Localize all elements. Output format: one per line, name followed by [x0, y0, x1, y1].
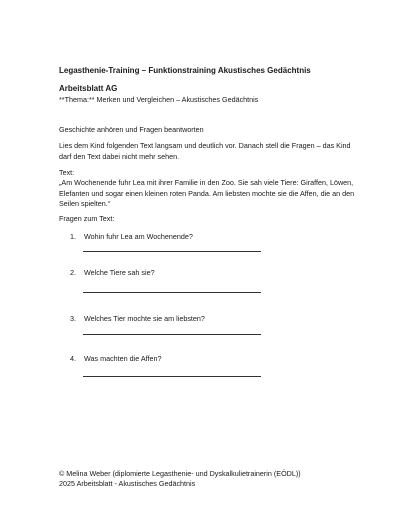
sheet-label: Arbeitsblatt AG [59, 84, 118, 93]
question-number: 3. [70, 314, 76, 323]
question-number: 1. [70, 232, 76, 241]
question-text: Welches Tier mochte sie am liebsten? [84, 314, 205, 323]
question-number: 4. [70, 354, 76, 363]
question-text: Wohin fuhr Lea am Wochenende? [84, 232, 193, 241]
question-item [70, 314, 205, 323]
question-item [70, 354, 162, 363]
worksheet-page [59, 0, 359, 518]
document-title: Legasthenie-Training – Funktionstraining Akustisches Gedächtnis [59, 66, 311, 75]
question-number: 2. [70, 268, 76, 277]
answer-line [83, 334, 261, 335]
footer [59, 469, 301, 489]
question-text: Was machten die Affen? [84, 354, 162, 363]
thema-line: **Thema:** Merken und Vergleichen – Akustisches Gedächtnis [59, 95, 259, 104]
question-text: Welche Tiere sah sie? [84, 268, 155, 277]
question-item [70, 232, 193, 241]
answer-line [83, 292, 261, 293]
question-item [70, 268, 155, 277]
story-text: „Am Wochenende fuhr Lea mit ihrer Familie in den Zoo. Sie sah viele Tiere: Giraffen, Löwen, Elefanten und sogar einen kleinen roten Panda. Am liebsten mochte sie die Affen, die an den Seilen spielten.“ [59, 178, 355, 208]
questions-label: Fragen zum Text: [59, 214, 115, 223]
task-heading: Geschichte anhören und Fragen beantworten [59, 125, 204, 134]
answer-line [83, 251, 261, 252]
footer-copyright: © Melina Weber (diplomierte Legasthenie- und Dyskalkulietrainerin (EÖDL)) [59, 469, 301, 478]
instruction-text: Lies dem Kind folgenden Text langsam und deutlich vor. Danach stell die Fragen – das Kind darf den Text dabei nicht mehr sehen. [59, 141, 351, 161]
text-label: Text: [59, 168, 75, 177]
answer-line [83, 376, 261, 377]
footer-sheet-info: 2025 Arbeitsblatt - Akustisches Gedächtnis [59, 479, 196, 488]
